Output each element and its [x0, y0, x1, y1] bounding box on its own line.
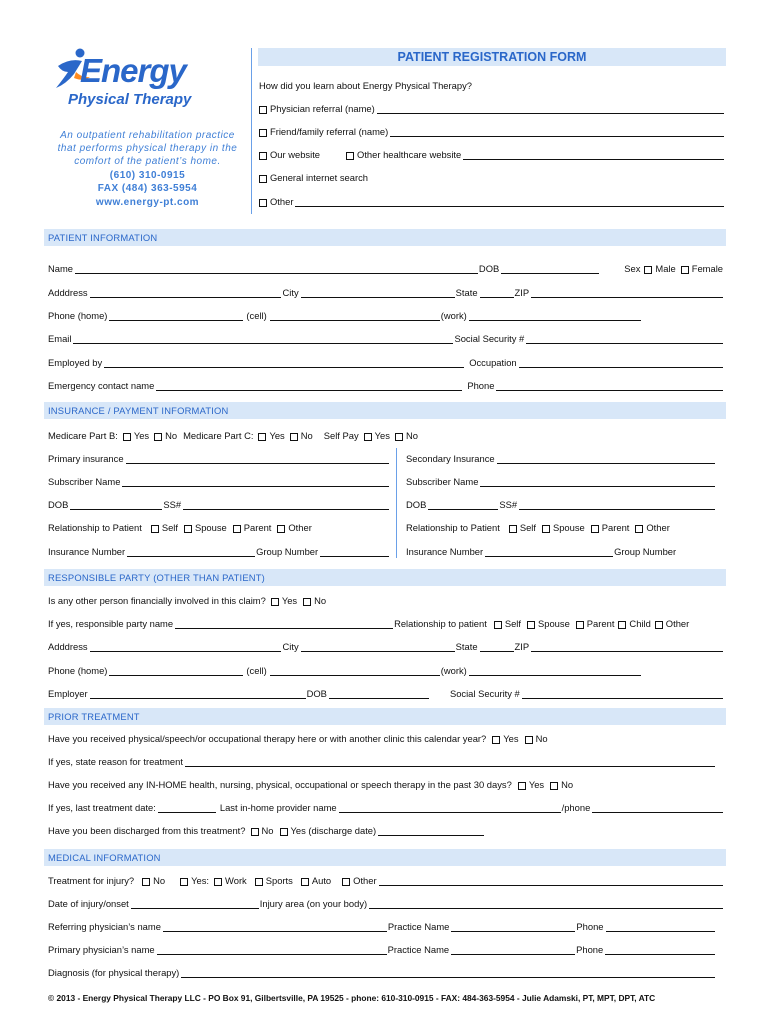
logo	[52, 44, 252, 114]
prior-q3-row: Have you been discharged from this treatment? No Yes (discharge date)	[48, 823, 724, 836]
responsible-rel-other-checkbox[interactable]	[655, 621, 663, 629]
last-provider-field[interactable]	[339, 804, 561, 813]
primary-insurance-field[interactable]	[126, 455, 389, 464]
prior-q1-no-checkbox[interactable]	[525, 736, 533, 744]
self-pay-yes-checkbox[interactable]	[364, 433, 372, 441]
referral-question: How did you learn about Energy Physical Therapy?	[259, 80, 472, 91]
primary-physician-field[interactable]	[157, 946, 387, 955]
referral-website-row: Our website Other healthcare website	[259, 147, 725, 160]
responsible-home-phone-field[interactable]	[109, 667, 243, 676]
primary-rel-self-checkbox[interactable]	[151, 525, 159, 533]
primary-relationship-row: Relationship to Patient Self Spouse Parent Other	[48, 522, 312, 533]
patient-cell-phone-field[interactable]	[270, 312, 440, 321]
primary-phone-field[interactable]	[605, 946, 715, 955]
primary-insurance-row: Primary insurance	[48, 451, 390, 464]
responsible-rel-child-checkbox[interactable]	[618, 621, 626, 629]
patient-city-field[interactable]	[301, 289, 455, 298]
primary-insnum-row: Insurance Number Group Number	[48, 544, 390, 557]
responsible-rel-spouse-checkbox[interactable]	[527, 621, 535, 629]
responsible-employer-row: Employer DOB Social Security #	[48, 686, 724, 699]
prior-q2-row: Have you received any IN-HOME health, nursing, physical, occupational or speech therapy in the past 30 days? Yes No	[48, 779, 574, 790]
primary-rel-parent-checkbox[interactable]	[233, 525, 241, 533]
responsible-yes-checkbox[interactable]	[271, 598, 279, 606]
patient-work-phone-field[interactable]	[469, 312, 641, 321]
last-treatment-date-field[interactable]	[158, 804, 216, 813]
injury-other-checkbox[interactable]	[342, 878, 350, 886]
secondary-insurance-row: Secondary Insurance	[406, 451, 716, 464]
responsible-ssn-field[interactable]	[522, 690, 723, 699]
injury-sports-checkbox[interactable]	[255, 878, 263, 886]
tagline-1: An outpatient rehabilitation practice	[60, 130, 235, 141]
sex-female-checkbox[interactable]	[681, 266, 689, 274]
referring-row: Referring physician’s name Practice Name Phone	[48, 919, 716, 932]
diagnosis-field[interactable]	[181, 969, 715, 978]
referral-internet-row: General internet search	[259, 170, 725, 183]
primary-dob-row: DOB SS#	[48, 497, 390, 510]
internet-search-checkbox[interactable]	[259, 175, 267, 183]
primary-subscriber-field[interactable]	[122, 478, 389, 487]
primary-physician-row: Primary physician’s name Practice Name Phone	[48, 942, 716, 955]
patient-section-header: PATIENT INFORMATION	[44, 229, 726, 246]
referral-physician-row: Physician referral (name)	[259, 101, 725, 114]
primary-ss-field[interactable]	[183, 501, 389, 510]
emergency-phone-field[interactable]	[496, 382, 723, 391]
responsible-state-field[interactable]	[480, 643, 514, 652]
primary-subscriber-row: Subscriber Name	[48, 474, 390, 487]
injury-date-row: Date of injury/onset Injury area (on your body)	[48, 896, 724, 909]
other-healthcare-website-checkbox[interactable]	[346, 152, 354, 160]
secondary-rel-self-checkbox[interactable]	[509, 525, 517, 533]
form-title: PATIENT REGISTRATION FORM	[258, 48, 726, 66]
responsible-address-row: Adddress City State ZIP	[48, 639, 724, 652]
secondary-relationship-row: Relationship to Patient Self Spouse Parent Other	[406, 522, 670, 533]
patient-home-phone-field[interactable]	[109, 312, 243, 321]
secondary-insnum-row: Insurance Number Group Number	[406, 546, 677, 557]
patient-state-field[interactable]	[480, 289, 514, 298]
insurance-divider	[396, 448, 397, 558]
patient-email-field[interactable]	[73, 335, 453, 344]
patient-phone-row: Phone (home) (cell) (work)	[48, 308, 642, 321]
injury-auto-checkbox[interactable]	[301, 878, 309, 886]
insurance-section-header: INSURANCE / PAYMENT INFORMATION	[44, 402, 726, 419]
secondary-rel-spouse-checkbox[interactable]	[542, 525, 550, 533]
secondary-ss-field[interactable]	[519, 501, 715, 510]
self-pay-no-checkbox[interactable]	[395, 433, 403, 441]
patient-email-row: Email Social Security #	[48, 331, 724, 344]
header-divider	[251, 48, 252, 214]
tagline-3: comfort of the patient’s home.	[74, 156, 221, 167]
discharged-yes-checkbox[interactable]	[280, 828, 288, 836]
injury-other-field[interactable]	[379, 877, 723, 886]
patient-name-row: Name DOB Sex Male Female	[48, 263, 723, 274]
our-website-checkbox[interactable]	[259, 152, 267, 160]
physician-referral-field[interactable]	[377, 105, 724, 114]
physician-referral-checkbox[interactable]	[259, 106, 267, 114]
referral-other-field[interactable]	[295, 198, 724, 207]
medicare-b-no-checkbox[interactable]	[154, 433, 162, 441]
prior-q1-yes-checkbox[interactable]	[492, 736, 500, 744]
referring-phone-field[interactable]	[606, 923, 716, 932]
contact-fax: FAX (484) 363-5954	[97, 183, 198, 194]
emergency-contact-field[interactable]	[156, 382, 462, 391]
injury-yes-checkbox[interactable]	[180, 878, 188, 886]
patient-employer-row: Employed by Occupation	[48, 355, 724, 368]
discharged-no-checkbox[interactable]	[251, 828, 259, 836]
patient-ssn-field[interactable]	[526, 335, 723, 344]
contact-web[interactable]: www.energy-pt.com	[95, 197, 200, 208]
responsible-phone-row: Phone (home) (cell) (work)	[48, 663, 642, 676]
primary-rel-spouse-checkbox[interactable]	[184, 525, 192, 533]
medicare-c-yes-checkbox[interactable]	[258, 433, 266, 441]
primary-rel-other-checkbox[interactable]	[277, 525, 285, 533]
prior-q1-row: Have you received physical/speech/or occupational therapy here or with another clinic this calendar year? Yes No	[48, 733, 548, 744]
secondary-rel-other-checkbox[interactable]	[635, 525, 643, 533]
responsible-cell-phone-field[interactable]	[270, 667, 440, 676]
secondary-dob-field[interactable]	[428, 501, 498, 510]
medicare-row: Medicare Part B: Yes No Medicare Part C: Yes No Self Pay Yes No	[48, 430, 418, 441]
responsible-no-checkbox[interactable]	[303, 598, 311, 606]
primary-group-number-field[interactable]	[320, 548, 389, 557]
patient-zip-field[interactable]	[531, 289, 723, 298]
prior-reason-row: If yes, state reason for treatment	[48, 754, 716, 767]
responsible-zip-field[interactable]	[531, 643, 723, 652]
referral-friend-row: Friend/family referral (name)	[259, 124, 725, 137]
responsible-address-field[interactable]	[90, 643, 282, 652]
medicare-b-yes-checkbox[interactable]	[123, 433, 131, 441]
patient-emergency-row: Emergency contact name Phone	[48, 378, 724, 391]
injury-no-checkbox[interactable]	[142, 878, 150, 886]
logo-name: Energy	[80, 52, 186, 89]
secondary-rel-parent-checkbox[interactable]	[591, 525, 599, 533]
prior-q2-yes-checkbox[interactable]	[518, 782, 526, 790]
prior-last-row: If yes, last treatment date: Last in-home provider name /phone	[48, 800, 724, 813]
primary-dob-field[interactable]	[70, 501, 162, 510]
secondary-insurance-field[interactable]	[497, 455, 715, 464]
responsible-name-row: If yes, responsible party name Relationship to patient Self Spouse Parent Child Other	[48, 618, 690, 629]
responsible-rel-self-checkbox[interactable]	[494, 621, 502, 629]
secondary-insurance-number-field[interactable]	[485, 548, 613, 557]
logo-subtitle: Physical Therapy	[68, 91, 192, 108]
referral-other-checkbox[interactable]	[259, 199, 267, 207]
patient-address-field[interactable]	[90, 289, 282, 298]
patient-employer-field[interactable]	[104, 359, 464, 368]
responsible-work-phone-field[interactable]	[469, 667, 641, 676]
medicare-c-no-checkbox[interactable]	[290, 433, 298, 441]
responsible-section-header: RESPONSIBLE PARTY (OTHER THAN PATIENT)	[44, 569, 726, 586]
secondary-subscriber-row: Subscriber Name	[406, 474, 716, 487]
prior-reason-field[interactable]	[185, 758, 715, 767]
medical-section-header: MEDICAL INFORMATION	[44, 849, 726, 866]
responsible-name-field[interactable]	[175, 620, 393, 629]
prior-section-header: PRIOR TREATMENT	[44, 708, 726, 725]
responsible-city-field[interactable]	[301, 643, 455, 652]
injury-row: Treatment for injury? No Yes: Work Sports Auto Other	[48, 873, 724, 886]
referring-practice-field[interactable]	[451, 923, 575, 932]
patient-name-field[interactable]	[75, 265, 478, 274]
primary-practice-field[interactable]	[451, 946, 575, 955]
responsible-rel-parent-checkbox[interactable]	[576, 621, 584, 629]
responsible-dob-field[interactable]	[329, 690, 429, 699]
discharge-date-field[interactable]	[378, 827, 484, 836]
referring-physician-field[interactable]	[163, 923, 387, 932]
prior-q2-no-checkbox[interactable]	[550, 782, 558, 790]
last-provider-phone-field[interactable]	[592, 804, 723, 813]
friend-referral-checkbox[interactable]	[259, 129, 267, 137]
responsible-employer-field[interactable]	[90, 690, 306, 699]
injury-area-field[interactable]	[369, 900, 723, 909]
secondary-dob-row: DOB SS#	[406, 497, 716, 510]
patient-address-row: Adddress City State ZIP	[48, 285, 724, 298]
secondary-subscriber-field[interactable]	[480, 478, 715, 487]
injury-work-checkbox[interactable]	[214, 878, 222, 886]
friend-referral-field[interactable]	[390, 128, 724, 137]
contact-phone: (610) 310-0915	[109, 170, 186, 181]
responsible-question-row: Is any other person financially involved in this claim? Yes No	[48, 595, 327, 606]
other-website-field[interactable]	[463, 151, 724, 160]
tagline-2: that performs physical therapy in the	[57, 143, 238, 154]
diagnosis-row: Diagnosis (for physical therapy)	[48, 965, 716, 978]
footer: © 2013 - Energy Physical Therapy LLC - PO Box 91, Gilbertsville, PA 19525 - phone: 610-310-0915 - FAX: 484-363-5954 - Julie Adamski, PT, MPT, DPT, ATC	[48, 993, 656, 1003]
patient-dob-field[interactable]	[501, 265, 599, 274]
sex-male-checkbox[interactable]	[644, 266, 652, 274]
referral-other-row: Other	[259, 194, 725, 207]
patient-occupation-field[interactable]	[519, 359, 723, 368]
primary-insurance-number-field[interactable]	[127, 548, 255, 557]
injury-date-field[interactable]	[131, 900, 259, 909]
